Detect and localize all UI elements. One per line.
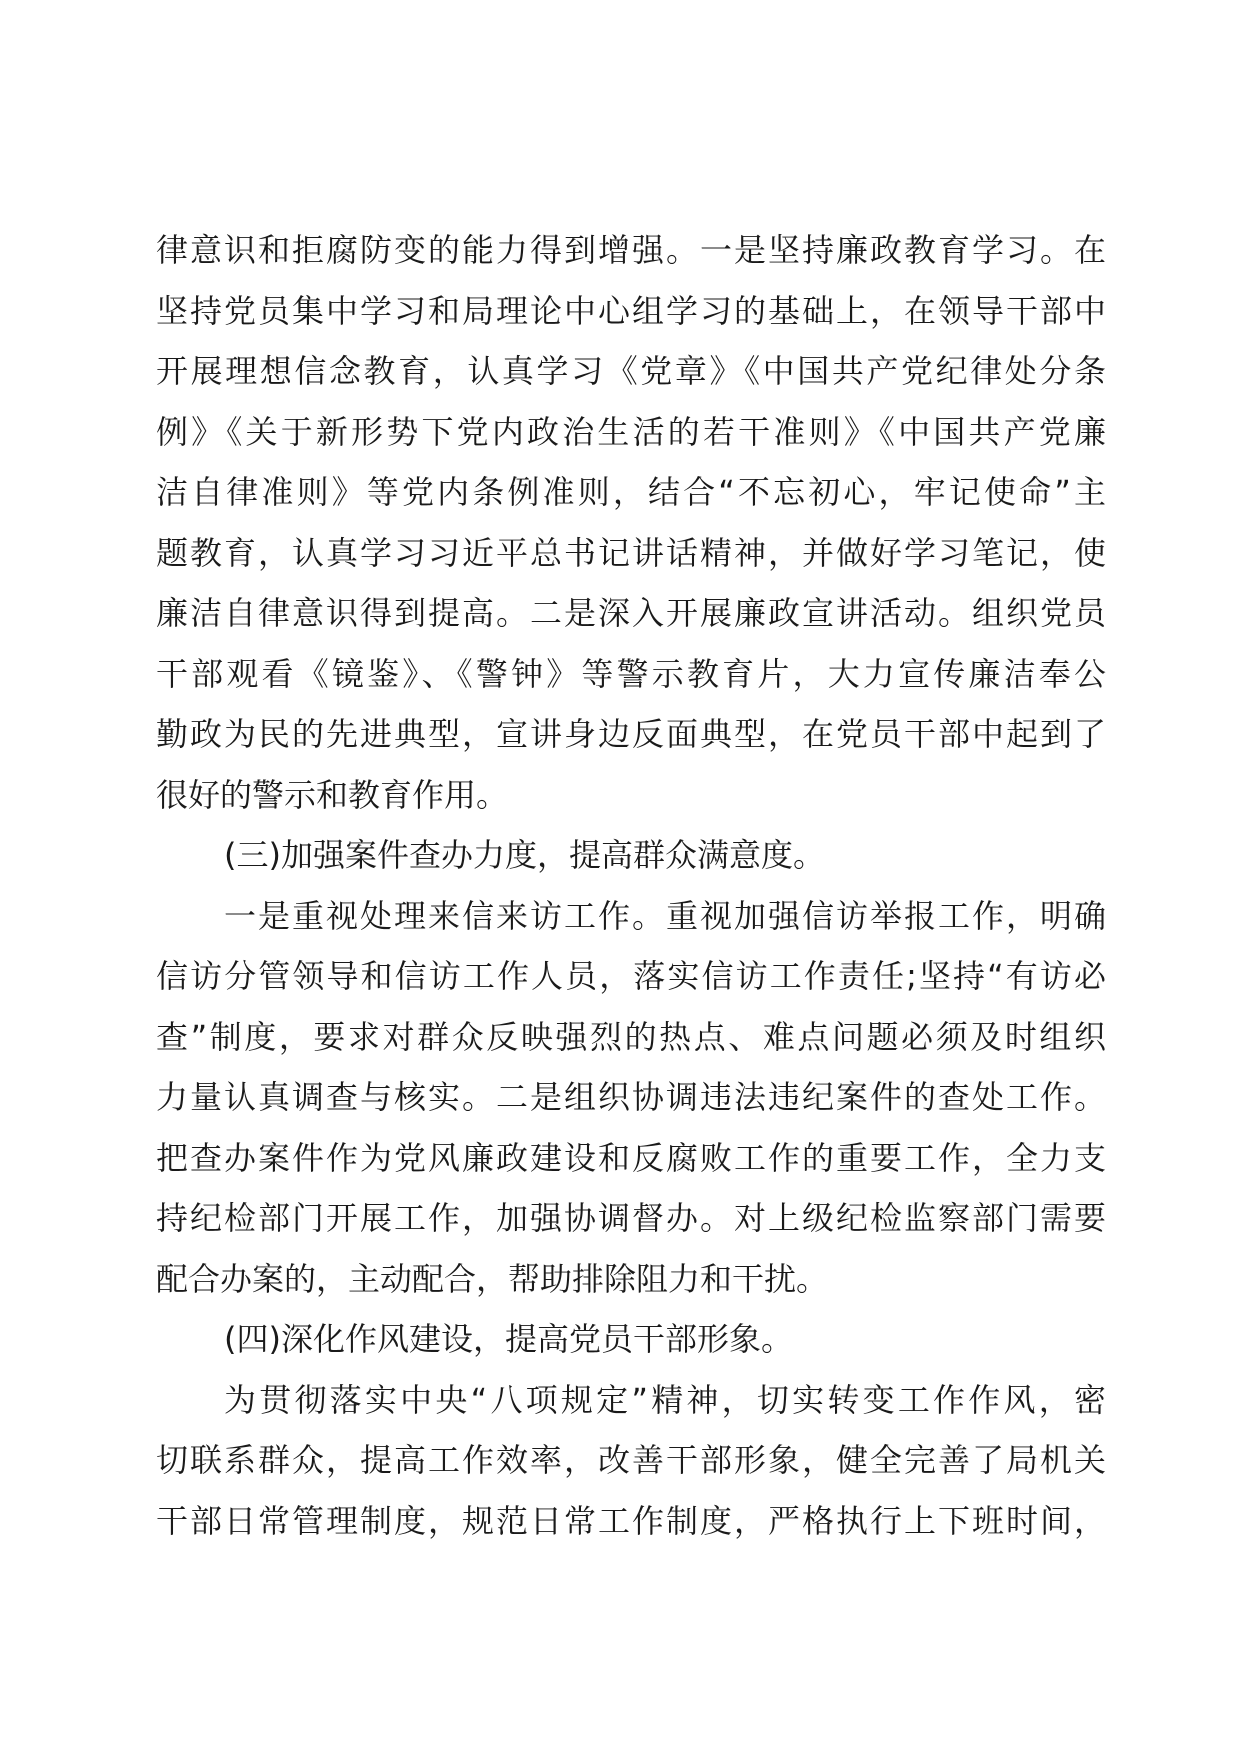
text-line: 配合办案的，主动配合，帮助排除阻力和干扰。 [156, 1259, 829, 1298]
text-line: 为贯彻落实中央“八项规定”精神，切实转变工作作风，密 [224, 1380, 1106, 1419]
text-line: 力量认真调查与核实。二是组织协调违法违纪案件的查处工作。 [156, 1078, 1106, 1116]
text-line: 干部日常管理制度，规范日常工作制度，严格执行上下班时间， [156, 1501, 1106, 1540]
text-line: 开展理想信念教育，认真学习《党章》《中国共产党纪律处分条 [156, 352, 1106, 390]
text-line: 例》《关于新形势下党内政治生活的若干准则》《中国共产党廉 [156, 412, 1106, 451]
text-line: 题教育，认真学习习近平总书记讲话精神，并做好学习笔记，使 [156, 533, 1106, 572]
text-line: 勤政为民的先进典型，宣讲身边反面典型，在党员干部中起到了 [156, 715, 1106, 753]
text-line: 很好的警示和教育作用。 [156, 775, 509, 814]
text-line: 信访分管领导和信访工作人员，落实信访工作责任;坚持“有访必 [156, 957, 1106, 995]
text-line: 查”制度，要求对群众反映强烈的热点、难点问题必须及时组织 [156, 1017, 1106, 1056]
text-line: 持纪检部门开展工作，加强协调督办。对上级纪检监察部门需要 [156, 1199, 1106, 1237]
text-line: 切联系群众，提高工作效率，改善干部形象，健全完善了局机关 [156, 1441, 1106, 1479]
text-line: 洁自律准则》等党内条例准则，结合“不忘初心，牢记使命”主 [156, 473, 1106, 511]
text-line: 廉洁自律意识得到提高。二是深入开展廉政宣讲活动。组织党员 [156, 594, 1106, 632]
text-line: 把查办案件作为党风廉政建设和反腐败工作的重要工作，全力支 [156, 1138, 1106, 1177]
text-line: 坚持党员集中学习和局理论中心组学习的基础上，在领导干部中 [156, 291, 1106, 330]
document-body [156, 220, 1106, 1551]
text-line: (四)深化作风建设，提高党员干部形象。 [224, 1320, 793, 1358]
text-line: 干部观看《镜鉴》、《警钟》等警示教育片，大力宣传廉洁奉公 [156, 654, 1106, 693]
text-line: 一是重视处理来信来访工作。重视加强信访举报工作，明确 [224, 896, 1106, 935]
text-line: 律意识和拒腐防变的能力得到增强。一是坚持廉政教育学习。在 [156, 231, 1106, 269]
text-line: (三)加强案件查办力度，提高群众满意度。 [224, 836, 825, 874]
